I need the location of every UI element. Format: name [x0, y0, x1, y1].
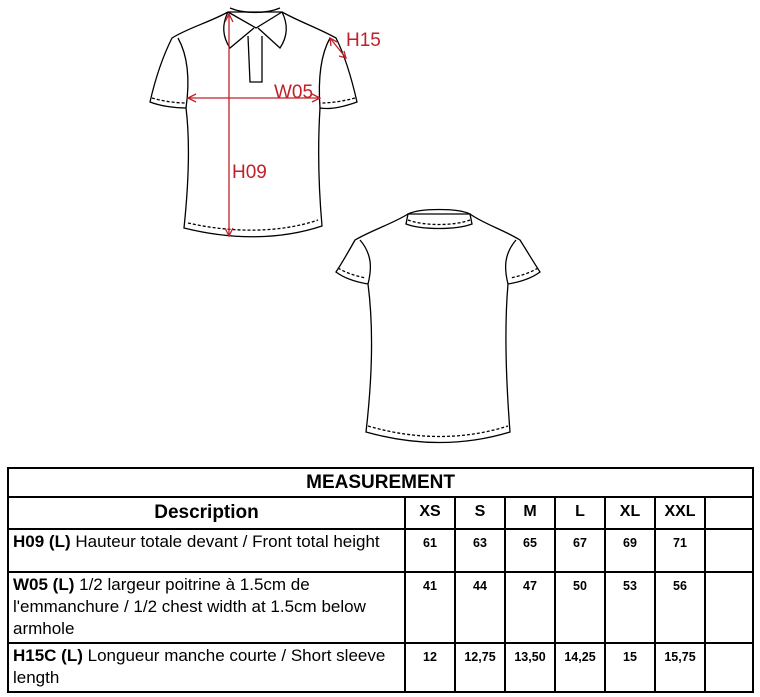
table-cell: 14,25: [555, 643, 605, 692]
table-header-row: [8, 497, 753, 529]
measurement-text: Hauteur totale devant / Front total height: [70, 532, 380, 551]
size-header: [705, 497, 753, 529]
row-description: [8, 529, 405, 572]
table-cell: 13,50: [505, 643, 555, 692]
table-cell: [705, 572, 753, 643]
size-header: XL: [605, 497, 655, 529]
size-header: S: [455, 497, 505, 529]
measurement-text: Longueur manche courte / Short sleeve length: [13, 646, 386, 687]
table-cell: 12,75: [455, 643, 505, 692]
table-cell: 61: [405, 529, 455, 572]
table-cell: [705, 643, 753, 692]
table-cell: 67: [555, 529, 605, 572]
table-row: [8, 572, 753, 643]
size-header: L: [555, 497, 605, 529]
measurement-code: W05 (L): [13, 575, 75, 594]
polo-back-view: [336, 210, 540, 443]
table-cell: 63: [455, 529, 505, 572]
table-cell: 15,75: [655, 643, 705, 692]
table-cell: 15: [605, 643, 655, 692]
size-header: XXL: [655, 497, 705, 529]
table-title: MEASUREMENT: [8, 468, 753, 497]
table-cell: 47: [505, 572, 555, 643]
row-description: [8, 572, 405, 643]
row-description: [8, 643, 405, 692]
measurement-text: 1/2 largeur poitrine à 1.5cm de l'emmanchure / 1/2 chest width at 1.5cm below armhole: [13, 575, 366, 638]
table-cell: 50: [555, 572, 605, 643]
table-cell: 71: [655, 529, 705, 572]
table-cell: 65: [505, 529, 555, 572]
dimension-label-h09: H09: [232, 162, 267, 183]
size-header: M: [505, 497, 555, 529]
table-cell: 41: [405, 572, 455, 643]
table-cell: 12: [405, 643, 455, 692]
table-cell: 69: [605, 529, 655, 572]
table-cell: 53: [605, 572, 655, 643]
description-header: Description: [8, 497, 405, 529]
polo-front-view: [150, 8, 357, 237]
table-row: [8, 643, 753, 692]
size-header: XS: [405, 497, 455, 529]
table-cell: 56: [655, 572, 705, 643]
table-cell: [705, 529, 753, 572]
measurement-table: [7, 467, 754, 693]
measurement-code: H15C (L): [13, 646, 83, 665]
dimension-lines: [188, 14, 346, 236]
table-row: [8, 529, 753, 572]
table-cell: 44: [455, 572, 505, 643]
measurement-code: H09 (L): [13, 532, 71, 551]
dimension-label-w05: W05: [274, 82, 314, 103]
dimension-label-h15: H15: [346, 30, 381, 51]
